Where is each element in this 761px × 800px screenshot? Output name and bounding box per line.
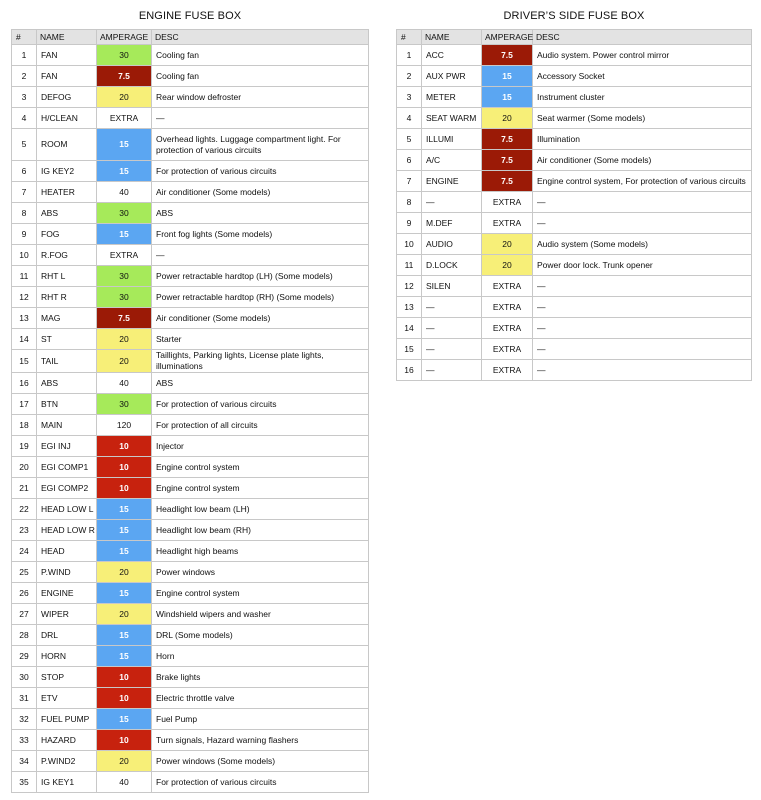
fuse-amperage: 15 (482, 66, 533, 87)
fuse-number: 2 (397, 66, 422, 87)
fuse-description: Audio system (Some models) (533, 234, 752, 255)
fuse-name: EGI INJ (37, 436, 97, 457)
fuse-name: FAN (37, 66, 97, 87)
table-row (12, 751, 369, 772)
fuse-number: 9 (12, 224, 37, 245)
fuse-amperage: EXTRA (97, 108, 152, 129)
fuse-name: — (422, 297, 482, 318)
table-row (397, 297, 752, 318)
fuse-amperage: EXTRA (482, 339, 533, 360)
fuse-name: IG KEY1 (37, 772, 97, 793)
fuse-amperage: 15 (97, 520, 152, 541)
fuse-name: TAIL (37, 350, 97, 373)
table-row (12, 108, 369, 129)
table-row (397, 171, 752, 192)
fuse-description: Power retractable hardtop (LH) (Some models) (152, 266, 369, 287)
header-name: NAME (422, 30, 482, 45)
fuse-name: P.WIND (37, 562, 97, 583)
fuse-number: 3 (12, 87, 37, 108)
fuse-number: 31 (12, 688, 37, 709)
fuse-amperage: EXTRA (482, 213, 533, 234)
fuse-name: MAIN (37, 415, 97, 436)
fuse-number: 12 (397, 276, 422, 297)
table-row (12, 562, 369, 583)
table-row (12, 667, 369, 688)
header-number: # (12, 30, 37, 45)
fuse-name: AUX PWR (422, 66, 482, 87)
fuse-name: BTN (37, 394, 97, 415)
fuse-description: Seat warmer (Some models) (533, 108, 752, 129)
table-row (12, 87, 369, 108)
fuse-number: 13 (12, 308, 37, 329)
fuse-description: Power door lock. Trunk opener (533, 255, 752, 276)
fuse-number: 20 (12, 457, 37, 478)
fuse-description: For protection of various circuits (152, 772, 369, 793)
table-row (397, 276, 752, 297)
engine-table-body (12, 45, 369, 793)
table-header-row (12, 30, 369, 45)
table-row (12, 436, 369, 457)
fuse-name: FUEL PUMP (37, 709, 97, 730)
fuse-name: WIPER (37, 604, 97, 625)
fuse-description: — (533, 360, 752, 381)
fuse-description: Horn (152, 646, 369, 667)
fuse-name: P.WIND2 (37, 751, 97, 772)
fuse-name: HEATER (37, 182, 97, 203)
fuse-description: Air conditioner (Some models) (152, 308, 369, 329)
engine-fuse-box-title: ENGINE FUSE BOX (138, 10, 242, 22)
table-row (12, 266, 369, 287)
fuse-amperage: 40 (97, 373, 152, 394)
table-row (12, 45, 369, 66)
fuse-description: Taillights, Parking lights, License plate lights, illuminations (152, 350, 369, 373)
fuse-number: 16 (12, 373, 37, 394)
fuse-name: — (422, 192, 482, 213)
table-row (12, 730, 369, 751)
header-number: # (397, 30, 422, 45)
fuse-amperage: 40 (97, 182, 152, 203)
fuse-name: ENGINE (37, 583, 97, 604)
fuse-amperage: 7.5 (482, 171, 533, 192)
fuse-description: Electric throttle valve (152, 688, 369, 709)
fuse-number: 15 (12, 350, 37, 373)
fuse-description: — (533, 318, 752, 339)
fuse-number: 14 (12, 329, 37, 350)
table-row (12, 245, 369, 266)
fuse-amperage: 20 (482, 108, 533, 129)
fuse-amperage: 7.5 (482, 150, 533, 171)
fuse-number: 23 (12, 520, 37, 541)
fuse-number: 32 (12, 709, 37, 730)
fuse-number: 3 (397, 87, 422, 108)
fuse-name: HEAD LOW R (37, 520, 97, 541)
fuse-name: ABS (37, 203, 97, 224)
fuse-number: 4 (397, 108, 422, 129)
fuse-amperage: 20 (482, 255, 533, 276)
fuse-name: — (422, 339, 482, 360)
fuse-amperage: 15 (97, 129, 152, 161)
fuse-description: — (533, 276, 752, 297)
fuse-amperage: 10 (97, 436, 152, 457)
fuse-name: MAG (37, 308, 97, 329)
table-row (397, 150, 752, 171)
fuse-description: Air conditioner (Some models) (152, 182, 369, 203)
fuse-number: 13 (397, 297, 422, 318)
fuse-number: 35 (12, 772, 37, 793)
fuse-description: — (533, 192, 752, 213)
table-row (397, 45, 752, 66)
fuse-number: 19 (12, 436, 37, 457)
engine-fuse-table (11, 29, 369, 793)
fuse-amperage: 7.5 (482, 129, 533, 150)
fuse-description: Turn signals, Hazard warning flashers (152, 730, 369, 751)
table-row (397, 108, 752, 129)
fuse-amperage: EXTRA (97, 245, 152, 266)
fuse-name: SEAT WARM (422, 108, 482, 129)
fuse-amperage: 30 (97, 45, 152, 66)
drivers-side-fuse-box-title: DRIVER’S SIDE FUSE BOX (503, 10, 645, 22)
fuse-amperage: 10 (97, 667, 152, 688)
fuse-description: Illumination (533, 129, 752, 150)
fuse-number: 6 (397, 150, 422, 171)
fuse-name: STOP (37, 667, 97, 688)
fuse-number: 28 (12, 625, 37, 646)
fuse-name: R.FOG (37, 245, 97, 266)
table-row (12, 457, 369, 478)
table-row (12, 499, 369, 520)
table-row (397, 66, 752, 87)
table-row (12, 66, 369, 87)
fuse-name: FOG (37, 224, 97, 245)
table-row (12, 308, 369, 329)
fuse-name: RHT R (37, 287, 97, 308)
fuse-number: 11 (12, 266, 37, 287)
fuse-number: 14 (397, 318, 422, 339)
table-row (397, 360, 752, 381)
fuse-amperage: 15 (482, 87, 533, 108)
fuse-number: 5 (397, 129, 422, 150)
fuse-number: 1 (12, 45, 37, 66)
table-row (12, 373, 369, 394)
fuse-amperage: 7.5 (97, 308, 152, 329)
fuse-amperage: 10 (97, 730, 152, 751)
fuse-description: — (533, 297, 752, 318)
fuse-description: Headlight low beam (LH) (152, 499, 369, 520)
fuse-number: 11 (397, 255, 422, 276)
fuse-name: METER (422, 87, 482, 108)
fuse-description: Cooling fan (152, 45, 369, 66)
fuse-description: Headlight low beam (RH) (152, 520, 369, 541)
fuse-amperage: 30 (97, 203, 152, 224)
table-header-row (397, 30, 752, 45)
fuse-amperage: EXTRA (482, 297, 533, 318)
fuse-description: Front fog lights (Some models) (152, 224, 369, 245)
fuse-amperage: 15 (97, 709, 152, 730)
fuse-name: DRL (37, 625, 97, 646)
table-row (397, 87, 752, 108)
fuse-description: ABS (152, 203, 369, 224)
table-row (12, 129, 369, 161)
fuse-amperage: 20 (97, 751, 152, 772)
fuse-amperage: 15 (97, 541, 152, 562)
fuse-description: Cooling fan (152, 66, 369, 87)
fuse-name: ENGINE (422, 171, 482, 192)
fuse-name: H/CLEAN (37, 108, 97, 129)
table-row (12, 709, 369, 730)
fuse-name: — (422, 318, 482, 339)
fuse-name: ETV (37, 688, 97, 709)
fuse-amperage: 30 (97, 394, 152, 415)
fuse-amperage: 120 (97, 415, 152, 436)
table-row (397, 255, 752, 276)
fuse-name: D.LOCK (422, 255, 482, 276)
drivers-side-fuse-box-panel (396, 0, 752, 381)
fuse-number: 33 (12, 730, 37, 751)
table-row (12, 329, 369, 350)
fuse-description: Fuel Pump (152, 709, 369, 730)
fuse-name: HORN (37, 646, 97, 667)
fuse-description: Power windows (152, 562, 369, 583)
table-row (12, 394, 369, 415)
fuse-number: 22 (12, 499, 37, 520)
fuse-description: Rear window defroster (152, 87, 369, 108)
header-amperage: AMPERAGE (482, 30, 533, 45)
fuse-name: DEFOG (37, 87, 97, 108)
table-row (12, 203, 369, 224)
table-row (12, 520, 369, 541)
fuse-name: HAZARD (37, 730, 97, 751)
table-row (397, 192, 752, 213)
fuse-number: 30 (12, 667, 37, 688)
fuse-description: Brake lights (152, 667, 369, 688)
fuse-description: Instrument cluster (533, 87, 752, 108)
fuse-amperage: 30 (97, 287, 152, 308)
drivers-side-fuse-table (396, 29, 752, 381)
table-row (397, 234, 752, 255)
fuse-name: ABS (37, 373, 97, 394)
fuse-number: 24 (12, 541, 37, 562)
header-name: NAME (37, 30, 97, 45)
fuse-name: ST (37, 329, 97, 350)
engine-fuse-box-panel (11, 0, 369, 793)
table-row (397, 318, 752, 339)
fuse-name: A/C (422, 150, 482, 171)
fuse-number: 6 (12, 161, 37, 182)
fuse-name: EGI COMP1 (37, 457, 97, 478)
fuse-description: Power retractable hardtop (RH) (Some models) (152, 287, 369, 308)
fuse-description: For protection of various circuits (152, 161, 369, 182)
fuse-amperage: 20 (97, 350, 152, 373)
fuse-description: Headlight high beams (152, 541, 369, 562)
fuse-description: — (152, 245, 369, 266)
fuse-amperage: 10 (97, 478, 152, 499)
fuse-description: DRL (Some models) (152, 625, 369, 646)
table-row (12, 541, 369, 562)
fuse-number: 1 (397, 45, 422, 66)
fuse-name: — (422, 360, 482, 381)
table-row (12, 478, 369, 499)
fuse-amperage: 40 (97, 772, 152, 793)
fuse-description: Overhead lights. Luggage compartment light. For protection of various circuits (152, 129, 369, 161)
fuse-description: Power windows (Some models) (152, 751, 369, 772)
fuse-number: 4 (12, 108, 37, 129)
fuse-amperage: EXTRA (482, 360, 533, 381)
fuse-number: 5 (12, 129, 37, 161)
fuse-description: ABS (152, 373, 369, 394)
fuse-amperage: 15 (97, 224, 152, 245)
fuse-amperage: 30 (97, 266, 152, 287)
fuse-description: Injector (152, 436, 369, 457)
fuse-name: M.DEF (422, 213, 482, 234)
table-row (12, 688, 369, 709)
fuse-number: 34 (12, 751, 37, 772)
fuse-name: FAN (37, 45, 97, 66)
fuse-number: 27 (12, 604, 37, 625)
fuse-name: ACC (422, 45, 482, 66)
fuse-amperage: 20 (97, 604, 152, 625)
fuse-number: 15 (397, 339, 422, 360)
fuse-amperage: 20 (97, 562, 152, 583)
table-row (12, 415, 369, 436)
fuse-amperage: 15 (97, 161, 152, 182)
fuse-number: 26 (12, 583, 37, 604)
fuse-number: 10 (397, 234, 422, 255)
fuse-amperage: 7.5 (482, 45, 533, 66)
fuse-amperage: 7.5 (97, 66, 152, 87)
table-row (12, 625, 369, 646)
table-row (12, 161, 369, 182)
fuse-number: 12 (12, 287, 37, 308)
header-desc: DESC (533, 30, 752, 45)
fuse-amperage: 20 (97, 329, 152, 350)
table-row (12, 287, 369, 308)
fuse-description: Starter (152, 329, 369, 350)
fuse-description: Engine control system, For protection of various circuits (533, 171, 752, 192)
fuse-number: 18 (12, 415, 37, 436)
drivers-table-body (397, 45, 752, 381)
table-row (12, 182, 369, 203)
fuse-number: 2 (12, 66, 37, 87)
fuse-number: 25 (12, 562, 37, 583)
fuse-description: Windshield wipers and washer (152, 604, 369, 625)
fuse-number: 7 (12, 182, 37, 203)
fuse-amperage: 10 (97, 688, 152, 709)
fuse-amperage: EXTRA (482, 318, 533, 339)
fuse-description: Engine control system (152, 478, 369, 499)
table-row (12, 772, 369, 793)
table-row (12, 583, 369, 604)
fuse-number: 7 (397, 171, 422, 192)
fuse-amperage: 15 (97, 499, 152, 520)
fuse-number: 8 (12, 203, 37, 224)
fuse-name: IG KEY2 (37, 161, 97, 182)
fuse-description: Accessory Socket (533, 66, 752, 87)
fuse-number: 10 (12, 245, 37, 266)
fuse-amperage: 20 (97, 87, 152, 108)
table-row (397, 129, 752, 150)
fuse-description: — (152, 108, 369, 129)
header-amperage: AMPERAGE (97, 30, 152, 45)
fuse-amperage: 20 (482, 234, 533, 255)
fuse-name: ILLUMI (422, 129, 482, 150)
fuse-amperage: EXTRA (482, 192, 533, 213)
fuse-description: — (533, 339, 752, 360)
table-row (12, 224, 369, 245)
header-desc: DESC (152, 30, 369, 45)
fuse-name: HEAD (37, 541, 97, 562)
table-row (12, 646, 369, 667)
table-row (12, 604, 369, 625)
fuse-name: RHT L (37, 266, 97, 287)
fuse-amperage: 10 (97, 457, 152, 478)
fuse-number: 17 (12, 394, 37, 415)
fuse-description: Audio system. Power control mirror (533, 45, 752, 66)
fuse-description: For protection of all circuits (152, 415, 369, 436)
fuse-name: AUDIO (422, 234, 482, 255)
fuse-description: Air conditioner (Some models) (533, 150, 752, 171)
fuse-description: Engine control system (152, 457, 369, 478)
fuse-name: EGI COMP2 (37, 478, 97, 499)
fuse-amperage: 15 (97, 583, 152, 604)
fuse-name: ROOM (37, 129, 97, 161)
fuse-name: SILEN (422, 276, 482, 297)
fuse-name: HEAD LOW L (37, 499, 97, 520)
fuse-number: 29 (12, 646, 37, 667)
fuse-description: — (533, 213, 752, 234)
fuse-number: 9 (397, 213, 422, 234)
fuse-description: Engine control system (152, 583, 369, 604)
fuse-number: 16 (397, 360, 422, 381)
fuse-description: For protection of various circuits (152, 394, 369, 415)
fuse-amperage: 15 (97, 646, 152, 667)
fuse-amperage: 15 (97, 625, 152, 646)
fuse-number: 21 (12, 478, 37, 499)
fuse-amperage: EXTRA (482, 276, 533, 297)
fuse-number: 8 (397, 192, 422, 213)
table-row (397, 213, 752, 234)
table-row (12, 350, 369, 373)
table-row (397, 339, 752, 360)
